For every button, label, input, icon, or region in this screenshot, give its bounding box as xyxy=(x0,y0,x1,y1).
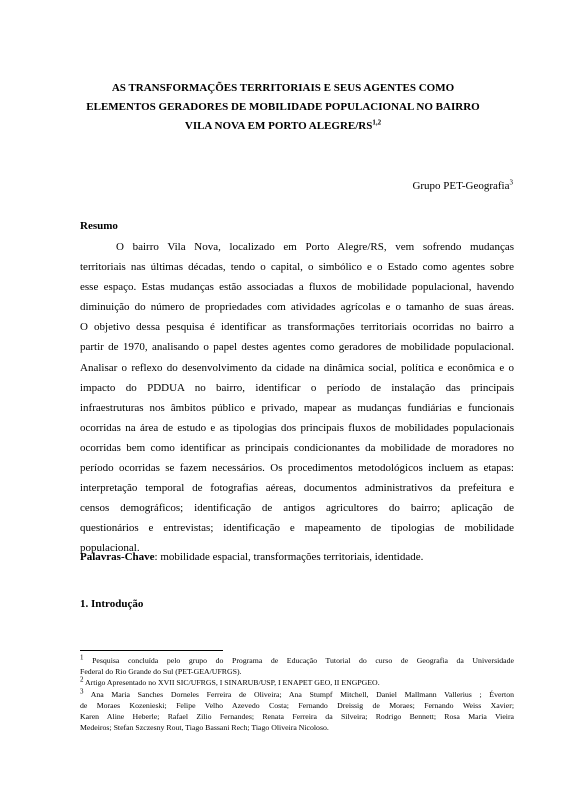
footnote-3-line xyxy=(80,689,514,700)
section-heading-introduction: 1. Introdução xyxy=(80,598,144,610)
abstract-line: período ocorridas se fazem necessários. Os procedimentos metodológicos incluem as etapas: xyxy=(80,462,514,475)
author-footnote-ref: 3 xyxy=(509,178,513,187)
abstract-line: populacional. xyxy=(80,542,140,555)
paper-title xyxy=(60,79,506,136)
footnote-2-text: Artigo Apresentado no XVII SIC/UFRGS, I SINARUB/USP, I ENAPET GEO, II ENGPGEO. xyxy=(83,678,380,688)
abstract-line: O bairro Vila Nova, localizado em Porto Alegre/RS, vem sofrendo mudanças xyxy=(116,241,514,253)
abstract-line: O objetivo dessa pesquisa é identificar as transformações territoriais ocorridas no bairro a xyxy=(80,321,514,334)
footnote-1-line: Federal do Rio Grande do Sul (PET-GEA/UFRGS). xyxy=(80,667,242,677)
footnotes xyxy=(80,655,514,733)
footnote-3-marker: 3 xyxy=(80,687,84,696)
abstract-line: Analisar o reflexo do desenvolvimento da cidade na dinâmica social, política e econômica e o xyxy=(80,361,514,374)
author-line xyxy=(412,180,513,192)
keywords-text: : mobilidade espacial, transformações territoriais, identidade. xyxy=(154,551,424,563)
author-name: Grupo PET-Geografia xyxy=(412,180,510,192)
abstract-line: territoriais nas últimas décadas, tendo o capital, o simbólico e o Estado como agentes sobre xyxy=(80,261,514,274)
title-line-3-text: VILA NOVA EM PORTO ALEGRE/RS xyxy=(184,120,373,132)
title-line-2: ELEMENTOS GERADORES DE MOBILIDADE POPULACIONAL NO BAIRRO xyxy=(86,101,480,113)
abstract-line: partir de 1970, analisando o papel destes agentes como geradores de mobilidade populacional. xyxy=(80,341,514,354)
abstract-line: esse espaço. Estas mudanças estão associadas a fluxos de mobilidade populacional, havendo xyxy=(80,281,514,294)
keywords-label: Palavras-Chave xyxy=(80,551,155,563)
abstract-line: infraestruturas nos âmbitos público e privado, mapear as mudanças fundiárias e funcionais xyxy=(80,401,514,414)
footnote-2-marker: 2 xyxy=(80,675,84,684)
footnote-3-line: Karen Aline Heberle; Rafael Zilio Fernandes; Renata Ferreira da Silveira; Rodrigo Bennett; Rosa Maria Vieira xyxy=(80,712,514,722)
footnote-3-line: Medeiros; Stefan Szczesny Rout, Tiago Bassani Rech; Tiago Oliveira Nicoloso. xyxy=(80,723,329,733)
abstract-line: diminuição do número de propriedades com atividades agrícolas e o tamanho de suas áreas. xyxy=(80,301,514,314)
abstract-heading: Resumo xyxy=(80,220,118,232)
footnote-3-line: de Moraes Kozenieski; Felipe Velho Azevedo Costa; Fernando Dreissig de Moraes; Fernando Weiss Xavier; xyxy=(80,700,514,710)
abstract-line: impacto do PDDUA no bairro, identificar o período de instalação das principais xyxy=(80,381,514,394)
abstract-line: ocorridas bem como identificar as principais condicionantes da mobilidade de moradores no xyxy=(80,441,514,454)
title-line-1: AS TRANSFORMAÇÕES TERRITORIAIS E SEUS AGENTES COMO xyxy=(111,82,455,94)
footnote-divider xyxy=(80,650,223,651)
abstract-line: ocorridas na área de estudo e as tipologias dos principais fluxos de mobilidades populacionais xyxy=(80,421,514,434)
abstract-line: interpretação temporal de fotografias aéreas, documentos administrativos da prefeitura e xyxy=(80,482,514,495)
footnote-2-line xyxy=(80,677,514,688)
footnote-3-text: Ana Maria Sanches Dorneles Ferreira de Oliveira; Ana Stumpf Mitchell, Daniel Mallmann Vallerius ; Éverton xyxy=(83,689,514,699)
footnote-1-text: Pesquisa concluída pelo grupo do Programa de Educação Tutorial do curso de Geografia da Universidade xyxy=(83,656,514,665)
title-footnote-ref: 1,2 xyxy=(372,118,382,127)
keywords-line xyxy=(80,551,423,563)
abstract-line: censos demográficos; identificação de antigos agricultores do bairro; aplicação de xyxy=(80,502,514,515)
abstract-line: questionários e entrevistas; identificação e mapeamento de tipologias de mobilidade xyxy=(80,522,514,535)
footnote-1-marker: 1 xyxy=(80,653,84,662)
title-line-3 xyxy=(60,117,506,136)
abstract-body xyxy=(80,237,514,559)
footnote-1-line xyxy=(80,655,514,666)
